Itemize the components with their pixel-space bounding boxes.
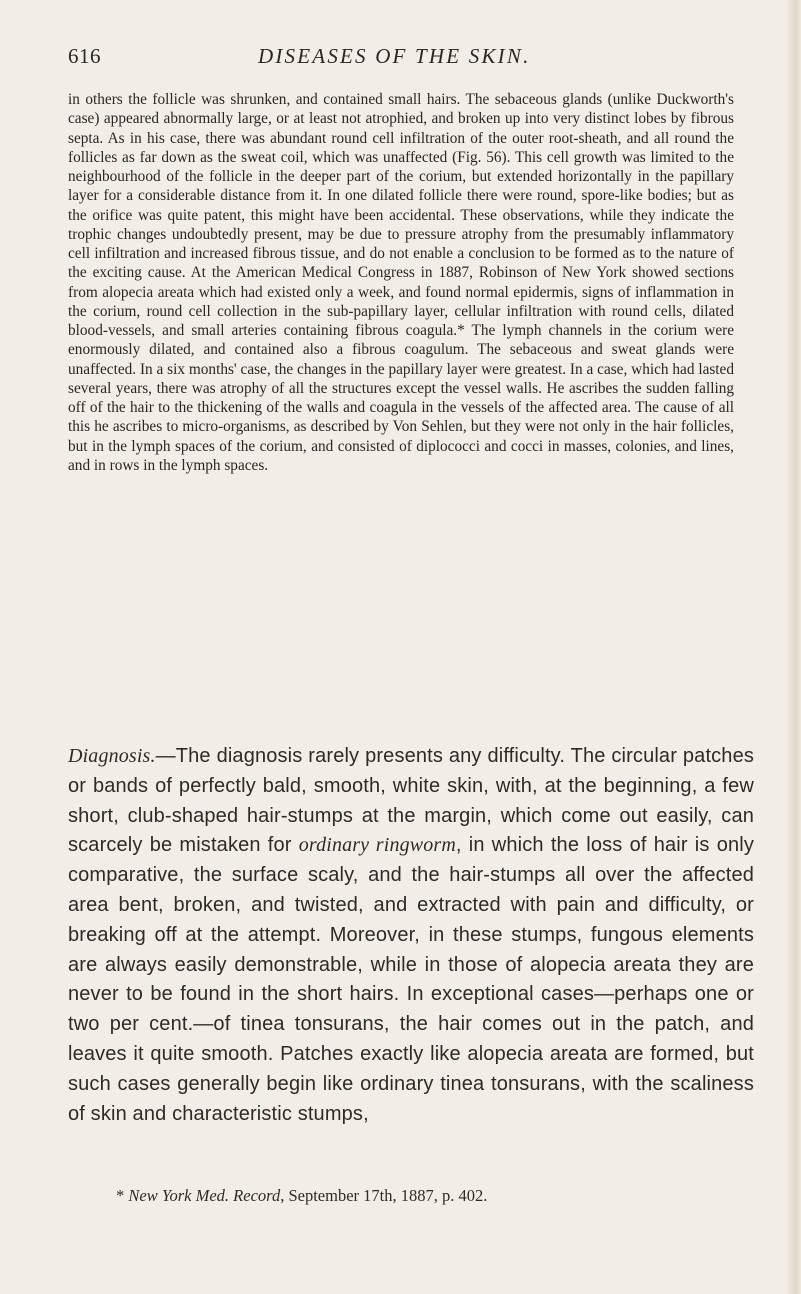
running-title: DISEASES OF THE SKIN.	[258, 44, 531, 68]
diagnosis-heading: Diagnosis.	[68, 745, 156, 767]
footnote-source: New York Med. Record	[128, 1186, 281, 1205]
page-header	[68, 44, 728, 74]
page-edge-shadow	[787, 0, 801, 1294]
diagnosis-italic-term: ordinary ringworm	[298, 834, 456, 857]
footnote	[116, 1186, 756, 1206]
pathology-paragraph: in others the follicle was shrunken, and contained small hairs. The sebaceous glands (unlike Duckworth's case) appeared abnormally large, or at least not atrophied, and broken up into very distinct lobes by fibrous septa. As in his case, there was abundant round cell infiltration of the outer root-sheath, and all round the follicles as far down as the sweat coil, which was unaffected (Fig. 56). This cell growth was limited to the neighbourhood of the follicle in the deeper part of the corium, but extended horizontally in the papillary layer for a considerable distance from it. In one dilated follicle there were round, spore-like bodies; but as the orifice was quite patent, this might have been accidental. These observations, while they indicate the trophic changes undoubtedly present, may be due to pressure atrophy from the presumably inflammatory cell infiltration and increased fibrous tissue, and do not enable a conclusion to be formed as to the nature of the exciting cause. At the American Medical Congress in 1887, Robinson of New York showed sections from alopecia areata which had existed only a week, and found normal epidermis, signs of inflammation in the corium, round cell collection in the sub-papillary layer, cellular infiltration with round cells, dilated blood-vessels, and small arteries containing fibrous coagula.* The lymph channels in the corium were enormously dilated, and contained also a fibrous coagulum. The sebaceous and sweat glands were unaffected. In a six months' case, the changes in the papillary layer were greatest. In a case, which had lasted several years, there was atrophy of all the structures except the vessel walls. He ascribes the sudden falling off of the hair to the thickening of the walls and coagula in the vessels of the affected area. The cause of all this he ascribes to micro-organisms, as described by Von Sehlen, but they were not only in the hair follicles, but in the lymph spaces of the corium, and consisted of diplococci and cocci in masses, colonies, and lines, and in rows in the lymph spaces.	[68, 91, 734, 474]
footnote-marker: *	[116, 1186, 129, 1205]
diagnosis-paragraph	[68, 742, 754, 1129]
diagnosis-text-part-1: —The diagnosis rarely presents any difficulty. The circular patches or bands of perfectly bald, smooth, white skin, with, at the beginning, a few short, club-shaped hair-stumps at the margin, which come out easily, can scarcely be mistaken for	[68, 745, 754, 857]
diagnosis-text-part-2: , in which the loss of hair is only comparative, the surface scaly, and the hair-stumps all over the affected area bent, broken, and twisted, and extracted with pain and difficulty, or breaking off at the attempt. Moreover, in these stumps, fungous elements are always easily demonstrable, while in those of alopecia areata they are never to be found in the short hairs. In exceptional cases—perhaps one or two per cent.—of tinea tonsurans, the hair comes out in the patch, and leaves it quite smooth. Patches exactly like alopecia areata are formed, but such cases generally begin like ordinary tinea tonsurans, with the scaliness of skin and characteristic stumps,	[68, 834, 754, 1125]
page-number: 616	[68, 44, 101, 68]
footnote-details: , September 17th, 1887, p. 402.	[280, 1186, 488, 1205]
